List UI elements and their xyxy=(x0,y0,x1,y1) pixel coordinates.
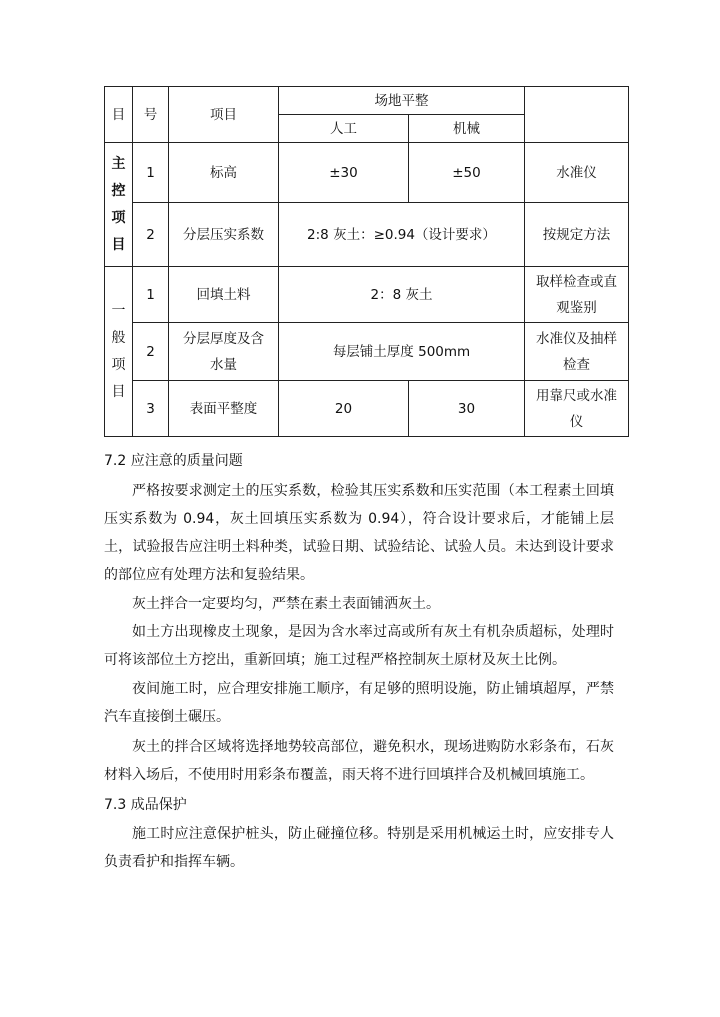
header-method xyxy=(525,87,629,143)
paragraph: 如土方出现橡皮土现象，是因为含水率过高或所有灰土有机杂质超标，处理时可将该部位土方挖出，重新回填；施工过程严格控制灰土原材及灰土比例。 xyxy=(104,624,614,668)
row-item: 回填土料 xyxy=(169,267,279,323)
row-machine-value: ±50 xyxy=(409,143,525,203)
header-category: 目 xyxy=(105,87,133,143)
paragraph: 灰土的拌合区域将选择地势较高部位，避免积水，现场进购防水彩条布，石灰材料入场后，不使用时用彩条布覆盖，雨天将不进行回填拌合及机械回填施工。 xyxy=(104,739,614,783)
row-item: 分层厚度及含 水量 xyxy=(169,323,279,381)
paragraph: 灰土拌合一定要均匀，严禁在素土表面铺洒灰土。 xyxy=(132,596,440,612)
row-merged-value: 2:8 灰土：≥0.94（设计要求） xyxy=(279,203,525,267)
row-merged-value: 每层铺土厚度 500mm xyxy=(279,323,525,381)
row-machine-value: 30 xyxy=(409,381,525,437)
row-number: 1 xyxy=(133,143,169,203)
inspection-standard-table xyxy=(104,86,629,437)
paragraph: 夜间施工时，应合理安排施工顺序，有足够的照明设施，防止铺填超厚，严禁汽车直接倒土碾压。 xyxy=(104,681,614,725)
row-method: 用靠尺或水准 仪 xyxy=(525,381,629,437)
row-merged-value: 2：8 灰土 xyxy=(279,267,525,323)
paragraph: 严格按要求测定土的压实系数，检验其压实系数和压实范围（本工程素土回填压实系数为 0.94，灰土回填压实系数为 0.94），符合设计要求后，才能铺上层土，试验报告应注明土料种类，试验日期、试验结论、试验人员。未达到设计要求的部位应有处理方法和复验结果。 xyxy=(104,483,614,583)
row-manual-value: ±30 xyxy=(279,143,409,203)
paragraph: 施工时应注意保护桩头，防止碰撞位移。特别是采用机械运土时，应安排专人负责看护和指挥车辆。 xyxy=(104,826,614,870)
row-number: 2 xyxy=(133,323,169,381)
row-method: 按规定方法 xyxy=(525,203,629,267)
row-manual-value: 20 xyxy=(279,381,409,437)
row-method: 水准仪及抽样 检查 xyxy=(525,323,629,381)
section-heading-7-2: 7.2 应注意的质量问题 xyxy=(104,453,243,469)
row-number: 1 xyxy=(133,267,169,323)
general-group-label: 一 般 项 目 xyxy=(105,267,133,437)
header-site-leveling: 场地平整 xyxy=(279,87,525,115)
row-number: 2 xyxy=(133,203,169,267)
header-number: 号 xyxy=(133,87,169,143)
row-item: 表面平整度 xyxy=(169,381,279,437)
row-method: 水准仪 xyxy=(525,143,629,203)
row-item: 分层压实系数 xyxy=(169,203,279,267)
header-item: 项目 xyxy=(169,87,279,143)
row-number: 3 xyxy=(133,381,169,437)
header-machine: 机械 xyxy=(409,115,525,143)
row-item: 标高 xyxy=(169,143,279,203)
main-control-group-label: 主 控 项 目 xyxy=(105,143,133,267)
header-manual: 人工 xyxy=(279,115,409,143)
row-method: 取样检查或直 观鉴别 xyxy=(525,267,629,323)
section-heading-7-3: 7.3 成品保护 xyxy=(104,797,187,813)
